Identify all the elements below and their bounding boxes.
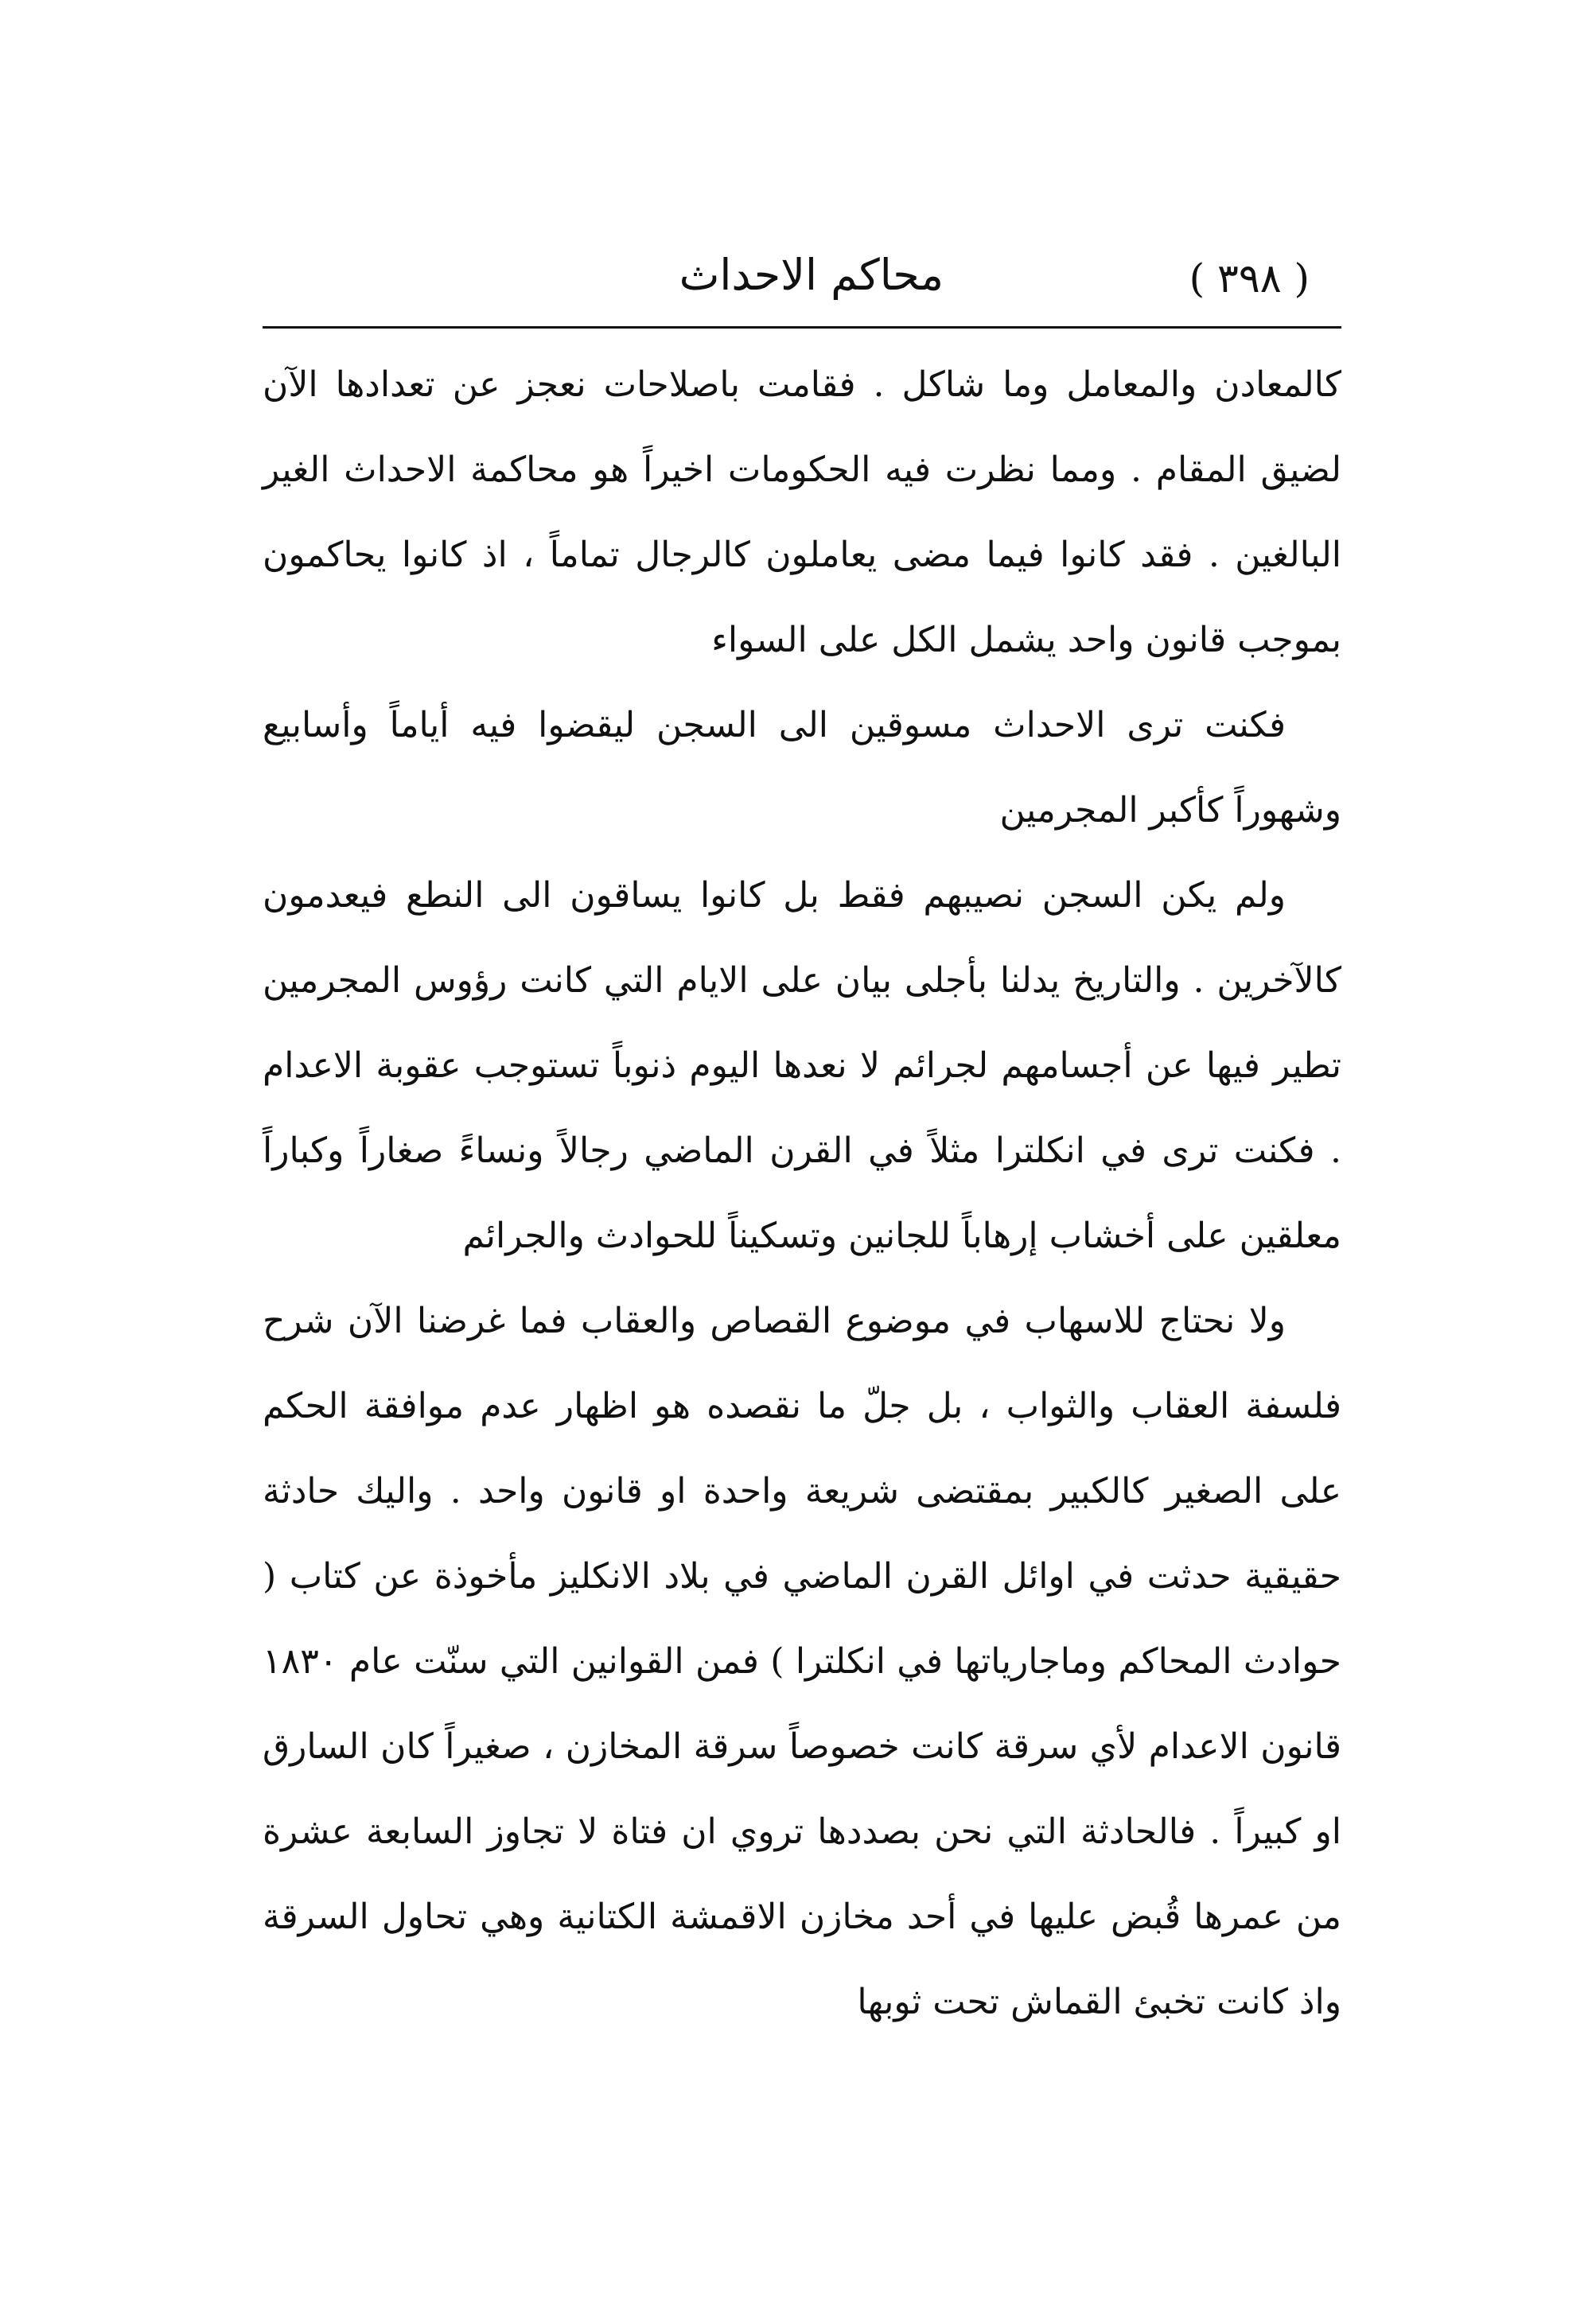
page-header <box>263 239 1341 326</box>
paragraph: فكنت ترى الاحداث مسوقين الى السجن ليقضوا فيه أياماً وأسابيع وشهوراً كأكبر المجرمين <box>263 705 1341 831</box>
body-text <box>263 342 1341 2045</box>
running-title: محاكم الاحداث <box>679 250 944 300</box>
paragraph: ولا نحتاج للاسهاب في موضوع القصاص والعقاب فما غرضنا الآن شرح فلسفة العقاب والثواب ، بل جلّ ما نقصده هو اظهار عدم موافقة الحكم على الصغير كالكبير بمقتضى شريعة واحدة او قانون واحد . واليك حادثة حقيقية حدثت في اوائل القرن الماضي في بلاد الانكليز مأخوذة عن كتاب ( حوادث المحاكم وماجارياتها في انكلترا ) فمن القوانين التي سنّت عام ١٨٣٠ قانون الاعدام لأي سرقة كانت خصوصاً سرقة المخازن ، صغيراً كان السارق او كبيراً . فالحادثة التي نحن بصددها تروي ان فتاة لا تجاوز السابعة عشرة من عمرها قُبض عليها في أحد مخازن الاقمشة الكتانية وهي تحاول السرقة واذ كانت تخبئ القماش تحت ثوبها <box>263 1301 1341 2022</box>
paragraph: ولم يكن السجن نصيبهم فقط بل كانوا يساقون الى النطع فيعدمون كالآخرين . والتاريخ يدلنا بأجلى بيان على الايام التي كانت رؤوس المجرمين تطير فيها عن أجسامهم لجرائم لا نعدها اليوم ذنوباً تستوجب عقوبة الاعدام . فكنت ترى في انكلترا مثلاً في القرن الماضي رجالاً ونساءً صغاراً وكباراً معلقين على أخشاب إرهاباً للجانين وتسكيناً للحوادث والجرائم <box>263 875 1341 1256</box>
paragraph: كالمعادن والمعامل وما شاكل . فقامت باصلاحات نعجز عن تعدادها الآن لضيق المقام . ومما نظرت فيه الحكومات اخيراً هو محاكمة الاحداث الغير البالغين . فقد كانوا فيما مضى يعاملون كالرجال تماماً ، اذ كانوا يحاكمون بموجب قانون واحد يشمل الكل على السواء <box>263 364 1342 660</box>
page-number: ( ٣٩٨ ) <box>1189 255 1310 302</box>
header-divider <box>263 326 1341 329</box>
